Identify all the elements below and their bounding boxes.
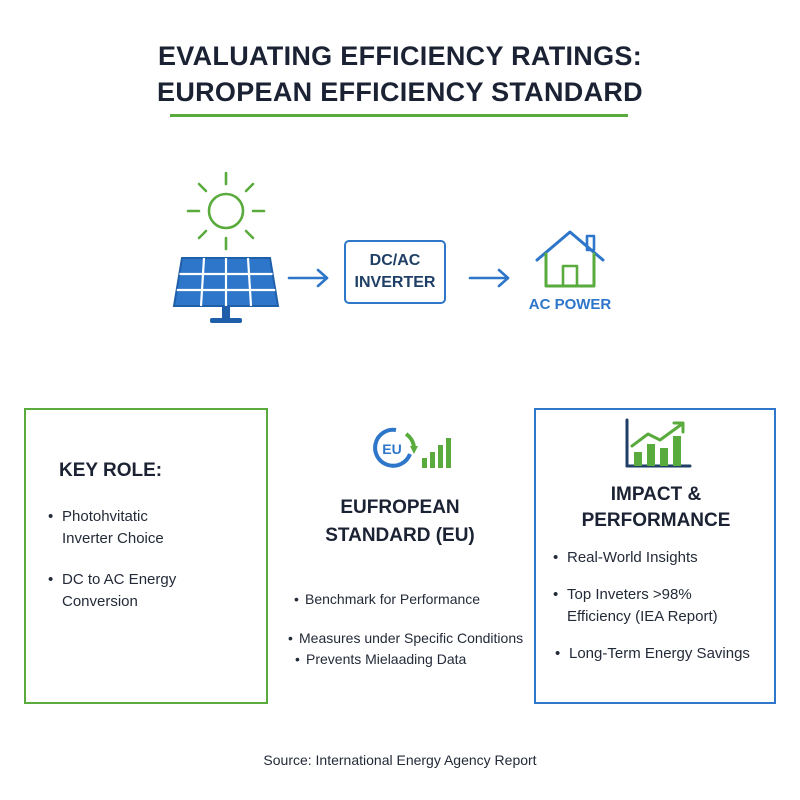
- list-item-line-1: Top Inveters >98%: [567, 586, 692, 603]
- source-caption: Source: International Energy Agency Report: [263, 752, 537, 768]
- title-line-1: EVALUATING EFFICIENCY RATINGS:: [157, 41, 642, 71]
- eu-standard-heading: [300, 494, 500, 550]
- solar-panel-icon: [172, 256, 280, 328]
- list-item-line-1: Long-Term Energy Savings: [569, 645, 750, 662]
- bullet-dot: •: [48, 508, 54, 525]
- sun-icon: [185, 170, 267, 252]
- eu-heading-line-1: EUFROPEAN: [340, 497, 460, 518]
- arrow-right-icon: [287, 268, 331, 288]
- eu-cycle-icon: [366, 424, 456, 472]
- impact-heading-line-2: PERFORMANCE: [581, 510, 731, 531]
- bullet-dot: •: [553, 586, 559, 603]
- list-item: [555, 643, 750, 665]
- list-item-line-1: DC to AC Energy: [62, 571, 177, 588]
- list-item-line-1: Photohvitatic: [62, 508, 148, 525]
- bar-chart-growth-icon: [622, 418, 692, 470]
- eu-heading-line-2: STANDARD (EU): [325, 525, 475, 546]
- bullet-dot: •: [294, 591, 299, 607]
- list-item-text: Prevents Mielaading Data: [306, 651, 467, 667]
- impact-heading: [556, 482, 756, 534]
- bullet-dot: •: [288, 630, 293, 646]
- key-role-card: [24, 408, 268, 704]
- page-title: [0, 38, 800, 110]
- list-item: [553, 584, 718, 628]
- ac-power-label: AC POWER: [528, 296, 612, 313]
- title-line-2: EUROPEAN EFFICIENCY STANDARD: [157, 77, 643, 107]
- list-item-line-2: Efficiency (IEA Report): [567, 608, 718, 625]
- bullet-dot: •: [295, 651, 300, 667]
- list-item: [288, 628, 524, 648]
- inverter-label-line-1: DC/AC: [369, 252, 421, 269]
- list-item-text: Measures under Specific Conditions: [299, 630, 524, 646]
- title-underline: [170, 114, 628, 117]
- eu-icon-text: EU: [382, 441, 402, 457]
- inverter-box: [344, 240, 446, 304]
- list-item: [48, 569, 177, 613]
- bullet-dot: •: [555, 645, 561, 662]
- list-item-line-2: Inverter Choice: [62, 530, 164, 547]
- key-role-heading: KEY ROLE:: [59, 460, 163, 481]
- list-item-text: Benchmark for Performance: [305, 591, 481, 607]
- inverter-label-line-2: INVERTER: [354, 274, 436, 291]
- arrow-right-icon: [468, 268, 512, 288]
- list-item: [553, 547, 698, 569]
- list-item: [295, 649, 467, 669]
- house-icon: [533, 228, 607, 292]
- impact-heading-line-1: IMPACT &: [610, 484, 702, 505]
- list-item: [294, 589, 481, 609]
- bullet-dot: •: [553, 549, 559, 566]
- list-item-line-1: Real-World Insights: [567, 549, 698, 566]
- bullet-dot: •: [48, 571, 54, 588]
- list-item-line-2: Conversion: [62, 593, 138, 610]
- list-item: [48, 506, 164, 550]
